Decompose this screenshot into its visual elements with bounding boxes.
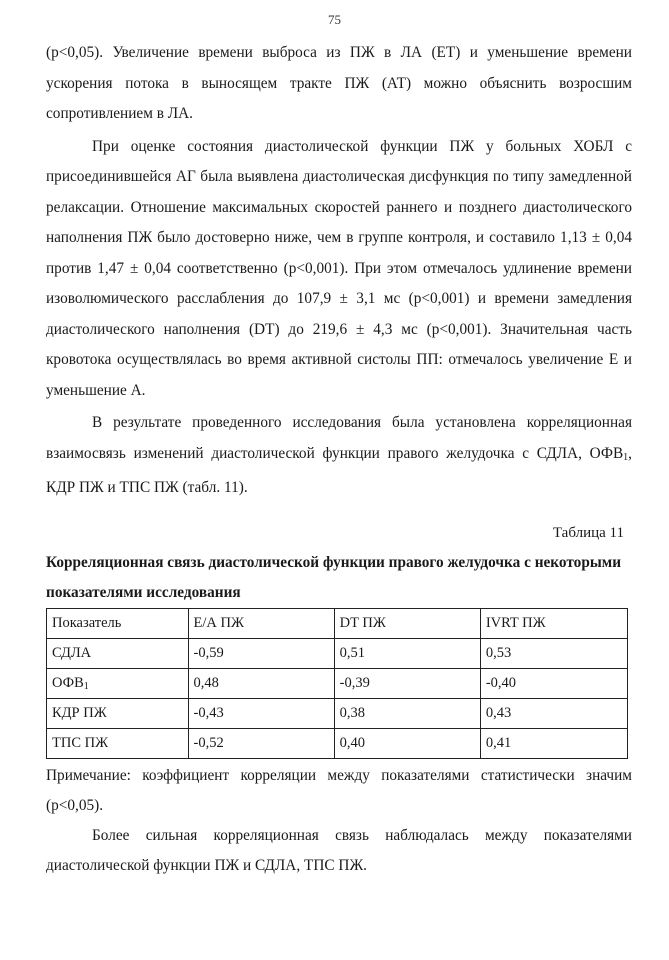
table-cell: -0,40	[480, 668, 627, 698]
table-cell: 0,38	[334, 698, 480, 728]
table-cell: 0,41	[480, 728, 627, 758]
table-cell: 0,51	[334, 638, 480, 668]
table-row	[47, 638, 628, 668]
row-label	[47, 668, 189, 698]
row-label	[47, 728, 189, 758]
table-cell: 0,40	[334, 728, 480, 758]
row-label-text: СДЛА	[52, 644, 92, 661]
table-row	[47, 698, 628, 728]
row-label-text: ТПС ПЖ	[52, 734, 109, 751]
paragraph-3-subscript: 1	[623, 451, 629, 463]
table-cell: -0,39	[334, 668, 480, 698]
table-cell: 0,43	[480, 698, 627, 728]
correlation-table	[46, 608, 628, 759]
row-label	[47, 698, 189, 728]
table-title: Корреляционная связь диастолической функции правого желудочка с некоторыми показателями исследования	[46, 553, 622, 601]
row-label-subscript: 1	[83, 680, 89, 692]
page-number: 75	[328, 12, 341, 27]
body-text	[46, 38, 632, 882]
table-header-row	[47, 608, 628, 638]
row-label-text: ОФВ	[52, 674, 84, 691]
table-header-cell: DT ПЖ	[334, 608, 480, 638]
row-label-text: КДР ПЖ	[52, 704, 107, 721]
paragraph-3-text: В результате проведенного исследования была установлена корреляционная взаимосвязь изменений диастолической функции правого желудочка с СДЛА, ОФВ	[46, 414, 632, 462]
table-cell: 0,53	[480, 638, 627, 668]
table-header-cell: Е/А ПЖ	[188, 608, 334, 638]
table-cell: -0,59	[188, 638, 334, 668]
paragraph-3	[46, 408, 632, 504]
table-row	[47, 668, 628, 698]
table-header-cell: IVRT ПЖ	[480, 608, 627, 638]
table-header-cell: Показатель	[47, 608, 189, 638]
table-cell: 0,48	[188, 668, 334, 698]
table-note: Примечание: коэффициент корреляции между показателями статистически значим (р<0,05).	[46, 766, 632, 814]
paragraph-4: Более сильная корреляционная связь наблюдалась между показателями диастолической функции ПЖ и СДЛА, ТПС ПЖ.	[46, 826, 632, 874]
table-cell: -0,52	[188, 728, 334, 758]
row-label	[47, 638, 189, 668]
paragraph-1: (р<0,05). Увеличение времени выброса из ПЖ в ЛА (ЕТ) и уменьшение времени ускорения потока в выносящем тракте ПЖ (АТ) можно объяснить возросшим сопротивлением в ЛА.	[46, 44, 632, 122]
table-cell: -0,43	[188, 698, 334, 728]
table-caption: Таблица 11	[552, 524, 624, 541]
paragraph-3-text-end: , КДР ПЖ и ТПС ПЖ (табл. 11).	[46, 444, 632, 496]
table-row	[47, 728, 628, 758]
paragraph-2: При оценке состояния диастолической функции ПЖ у больных ХОБЛ с присоединившейся АГ была выявлена диастолическая дисфункция по типу замедленной релаксации. Отношение максимальных скоростей раннего и позднего диастолического наполнения ПЖ было достоверно ниже, чем в группе контроля, и составило 1,13 ± 0,04 против 1,47 ± 0,04 соответственно (р<0,001). При этом отмечалось удлинение времени изоволюмического расслабления до 107,9 ± 3,1 мс (р<0,001) и времени замедления диастолического наполнения (DT) до 219,6 ± 4,3 мс (р<0,001). Значительная часть кровотока осуществлялась во время активной систолы ПП: отмечалось увеличение Е и уменьшение А.	[46, 137, 632, 399]
